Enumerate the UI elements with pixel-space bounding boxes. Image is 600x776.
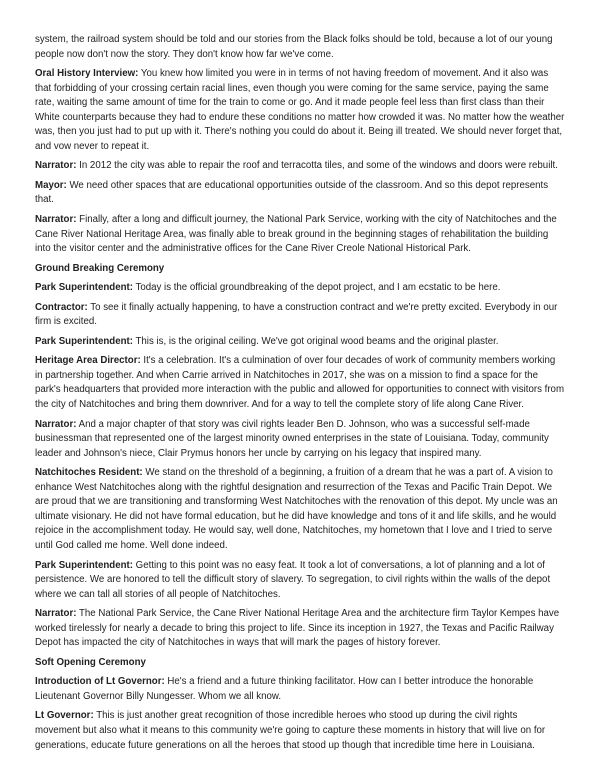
paragraph-text: We need other spaces that are educational opportunities outside of the classroom. And so this depot represents that.	[35, 179, 549, 206]
transcript-paragraph	[35, 179, 565, 208]
speaker-label: Contractor:	[35, 301, 88, 313]
transcript-paragraph	[35, 301, 565, 330]
speaker-label: Narrator:	[35, 608, 77, 620]
transcript-paragraph	[35, 709, 565, 753]
transcript-paragraph	[35, 281, 565, 296]
speaker-label: Natchitoches Resident:	[35, 467, 143, 479]
paragraph-text: He's a friend and a future thinking facilitator. How can I better introduce the honorable Lieutenant Governor Billy Nungesser. Whom we all know.	[35, 676, 534, 702]
paragraph-text: Today is the official groundbreaking of the depot project, and I am ecstatic to be here.	[135, 282, 501, 294]
speaker-label: Oral History Interview:	[35, 68, 139, 80]
paragraph-text: You knew how limited you were in in terms of not having freedom of movement. And it also was that forbidding of your crossing certain racial lines, even though you were coming for the same service, paying the same rate, waiting the same amount of time for the train to come or go. And it made people feel less than first class than their White counterparts because they had to endure these conditions no matter how crowded it was. No matter how the weather was, then you just had to put up with it. There's nothing you could do about it. Being ill treated. We should never forget that, and vow never to repeat it.	[35, 68, 565, 152]
paragraph-text: And a major chapter of that story was civil rights leader Ben D. Johnson, who was a successful self-made businessman that represented one of the largest minority owned enterprises in the state of Louisiana. Today, community leader and Johnson's niece, Clair Prymus honors her uncle by carrying on his legacy that inspired many.	[35, 418, 549, 459]
speaker-label: Park Superintendent:	[35, 559, 133, 571]
paragraph-text: The National Park Service, the Cane River National Heritage Area and the architecture firm Taylor Kempes have worked tirelessly for nearly a decade to bring this project to life. Since its inception in 1927, the Texas and Pacific Railway Depot has impacted the city of Natchitoches in ways that will mark the pages of history forever.	[35, 608, 560, 649]
paragraph-text: It's a celebration. It's a culmination of over four decades of work of community members working in partnership together. And when Carrie arrived in Natchitoches in 2017, she was on a mission to find a space for the park's headquarters that provided more interaction with the public and allowed for opportunities to connect with visitors from the city of Natchitoches and bring them downriver. And for a way to tell the complete story of life along Cane River.	[35, 355, 565, 411]
paragraph-text: This is, is the original ceiling. We've got original wood beams and the original plaster.	[135, 335, 499, 347]
paragraph-text: This is just another great recognition of those incredible heroes who stood up during the civil rights movement but also what it means to this community we're going to capture these moments in history that will live on for generations, educate future generations on all the heroes that stood up though that incredible time here in Louisiana.	[35, 710, 546, 751]
transcript-paragraph	[35, 33, 565, 62]
transcript-paragraph	[35, 213, 565, 257]
speaker-label: Park Superintendent:	[35, 335, 133, 347]
paragraph-text: system, the railroad system should be told and our stories from the Black folks should be told, because a lot of our young people now don't now the story. They don't know how far we've come.	[35, 34, 553, 60]
speaker-label: Narrator:	[35, 160, 77, 172]
speaker-label: Lt Governor:	[35, 710, 94, 722]
paragraph-text: Finally, after a long and difficult journey, the National Park Service, working with the city of Natchitoches and the Cane River National Heritage Area, was finally able to break ground in the beginning stages of rehabilitation the building into the visitor center and the administrative offices for the Cane River Creole National Historical Park.	[35, 214, 557, 255]
transcript-paragraph	[35, 607, 565, 651]
transcript-paragraph	[35, 559, 565, 603]
speaker-label: Heritage Area Director:	[35, 355, 141, 367]
speaker-label: Introduction of Lt Governor:	[35, 676, 165, 688]
transcript-paragraph	[35, 354, 565, 412]
transcript-paragraph	[35, 675, 565, 704]
paragraph-text: In 2012 the city was able to repair the roof and terracotta tiles, and some of the windows and doors were rebuilt.	[79, 160, 558, 172]
speaker-label: Park Superintendent:	[35, 282, 133, 294]
speaker-label: Narrator:	[35, 214, 77, 226]
transcript-paragraph	[35, 159, 565, 174]
section-heading: Soft Opening Ceremony	[35, 656, 146, 668]
section-heading: Ground Breaking Ceremony	[35, 262, 165, 274]
transcript-paragraph	[35, 418, 565, 462]
transcript-paragraph	[35, 335, 565, 350]
transcript-paragraph	[35, 466, 565, 553]
speaker-label: Mayor:	[35, 179, 67, 191]
paragraph-text: We stand on the threshold of a beginning, a fruition of a dream that he was a part of. A vision to enhance West Natchitoches along with the rightful designation and resurrection of the Texas and Pacific Train Depot. We are proud that we are transitioning and transforming West Natchitoches with the renovation of this depot. My uncle was an ultimate visionary. He did not have formal education, but he did have knowledge and tons of it and life skills, and he would rejoice in the accomplishment today. He would say, well done, Natchitoches, my hometown that I love and I tried to serve until God called me home. Well done indeed.	[35, 467, 558, 551]
paragraph-text: To see it finally actually happening, to have a construction contract and we're pretty excited. Everybody in our firm is excited.	[35, 301, 558, 328]
speaker-label: Narrator:	[35, 418, 77, 430]
transcript-paragraph	[35, 67, 565, 154]
paragraph-text: Getting to this point was no easy feat. It took a lot of conversations, a lot of planning and a lot of persistence. We are honored to tell the difficult story of slavery. To segregation, to civil rights within the walls of the depot where we can tall all stories of all people of Natchitoches.	[35, 559, 551, 600]
